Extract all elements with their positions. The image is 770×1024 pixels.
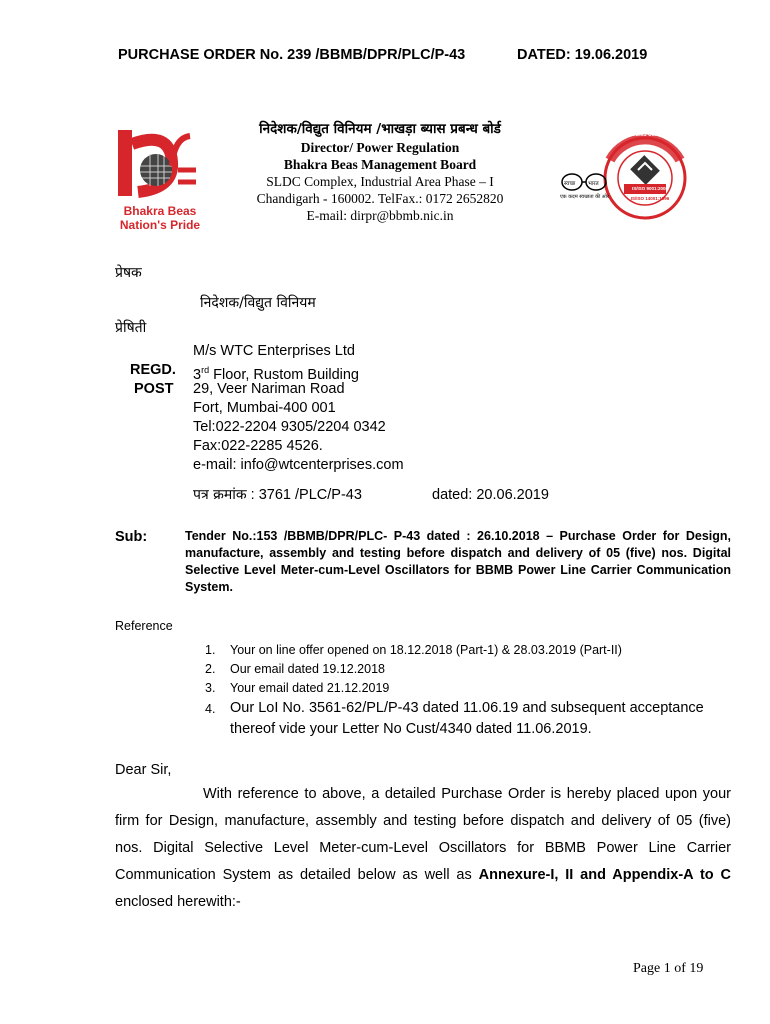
logo-line1: Bhakra Beas xyxy=(123,204,197,218)
office-hindi-title: निदेशक/विद्युत विनियम /भाखड़ा ब्यास प्रबन्ध बोर्ड xyxy=(259,121,501,137)
regd-label: REGD. xyxy=(130,362,176,378)
subject-label: Sub: xyxy=(115,529,148,545)
reference-item-3: Your email dated 21.12.2019 xyxy=(230,681,390,695)
page-number: Page 1 of 19 xyxy=(633,961,704,976)
recipient-fax: Fax:022-2285 4526. xyxy=(193,438,323,454)
recipient-label: प्रेषिती xyxy=(115,320,147,336)
reference-label: Reference xyxy=(115,619,173,633)
letter-ref: पत्र क्रमांक : 3761 /PLC/P-43 xyxy=(193,487,362,503)
letter-dated: dated: 20.06.2019 xyxy=(432,487,549,503)
logo-line2: Nation's Pride xyxy=(119,218,201,232)
reference-item-2: Our email dated 19.12.2018 xyxy=(230,662,385,676)
office-address2: Chandigarh - 160002. TelFax.: 0172 2652820 xyxy=(256,191,504,206)
bbmb-logo xyxy=(112,126,208,232)
subject-text: Tender No.:153 /BBMB/DPR/PLC- P-43 dated : 26.10.2018 – Purchase Order for Design, manufacture, assembly and testing before dispatch and delivery of 05 (five) nos. Digital Selective Level Meter-cum-Level Oscillators for BBMB Power Line Carrier Communication System. xyxy=(185,529,731,594)
office-email: E-mail: dirpr@bbmb.nic.in xyxy=(306,208,454,223)
cert-iso9001: IS/ISO 9001:2008 xyxy=(631,186,669,191)
annexure-reference: Annexure-I, II and Appendix-A to C xyxy=(478,867,732,883)
sender-label: प्रेषक xyxy=(115,265,142,281)
office-title: Director/ Power Regulation xyxy=(300,140,460,155)
recipient-email: e-mail: info@wtcenterprises.com xyxy=(193,457,404,473)
swachh-tagline: एक कदम स्वच्छता की ओर xyxy=(560,194,609,200)
reference-item-1: Your on line offer opened on 18.12.2018 (Part-1) & 28.03.2019 (Part-II) xyxy=(230,643,622,657)
bis-certification-seal-icon xyxy=(560,130,743,230)
reference-item-4: Our LoI No. 3561-62/PL/P-43 dated 11.06.19 and subsequent acceptance xyxy=(230,700,704,716)
office-address1: SLDC Complex, Industrial Area Phase – I xyxy=(266,174,494,189)
po-date: DATED: 19.06.2019 xyxy=(517,47,648,63)
reference-num-4: 4. xyxy=(205,702,216,716)
reference-item-4-cont: thereof vide your Letter No Cust/4340 dated 11.06.2019. xyxy=(230,721,592,737)
post-label: POST xyxy=(134,381,174,397)
reference-num-2: 2. xyxy=(205,662,216,676)
swachh-right-text: भारत xyxy=(588,181,599,187)
bbmb-emblem-icon xyxy=(112,126,208,206)
recipient-address2: 29, Veer Nariman Road xyxy=(193,381,345,397)
office-org: Bhakra Beas Management Board xyxy=(283,157,477,172)
reference-num-1: 1. xyxy=(205,643,216,657)
sender-value: निदेशक/विद्युत विनियम xyxy=(200,295,316,311)
certification-logos xyxy=(560,130,743,230)
swachh-left-text: स्वच्छ xyxy=(564,181,576,187)
po-title: PURCHASE ORDER No. 239 /BBMB/DPR/PLC/P-43 xyxy=(118,47,466,63)
recipient-address1: 3rd Floor, Rustom Building xyxy=(193,365,359,383)
reference-num-3: 3. xyxy=(205,681,216,695)
cert-iso14001: IS/ISO 14001:1996 xyxy=(630,196,670,201)
body-paragraph: With reference to above, a detailed Purchase Order is hereby placed upon your firm for Design, manufacture, assembly and testing before dispatch and delivery of 05 (five) nos. Digital Selective Level Meter-cum-Level Oscillators for BBMB Power Line Carrier Communication System as detailed below as well as Annexure-I, II and Appendix-A to C enclosed herewith:- xyxy=(115,786,732,910)
recipient-name: M/s WTC Enterprises Ltd xyxy=(193,343,355,359)
recipient-tel: Tel:022-2204 9305/2204 0342 xyxy=(193,419,386,435)
salutation: Dear Sir, xyxy=(115,762,172,778)
seal-arc-text: QMS & EMS Certified by Bureau of Indian Standards xyxy=(618,132,743,138)
recipient-address3: Fort, Mumbai-400 001 xyxy=(193,400,336,416)
